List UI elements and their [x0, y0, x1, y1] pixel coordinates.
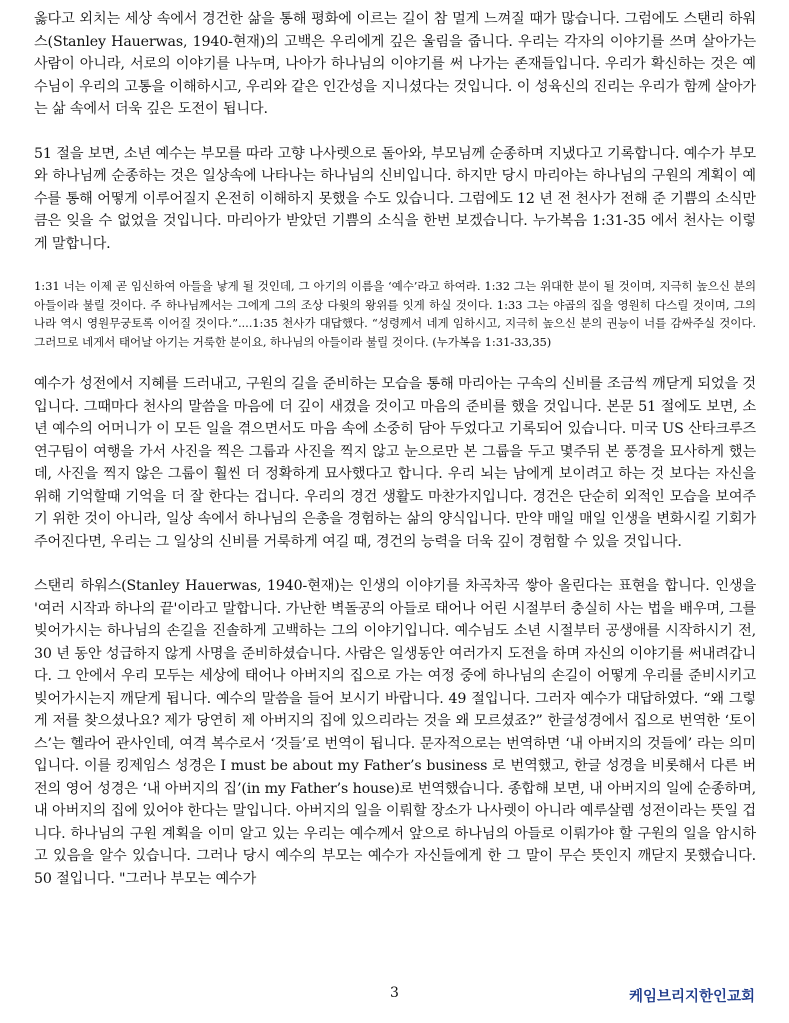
page-body — [34, 8, 756, 912]
church-name: 케임브리지한인교회 — [628, 989, 755, 1005]
paragraph-piety: 예수가 성전에서 지혜를 드러내고, 구원의 길을 준비하는 모습을 통해 마리아는 구속의 신비를 조금씩 깨닫게 되었을 것입니다. 그때마다 천사의 말씀을 마음에 더 깊이 새겼을 것이고 마음의 준비를 했을 것입니다. 본문 51 절에도 보면, 소년 예수의 어머니가 이 모든 일을 겪으면서도 마음 속에 소중히 담아 두었다고 기록되어 있습니다. 미국 US 산타크루즈 연구팀이 여행을 가서 사진을 찍은 그룹과 사진을 찍지 않고 눈으로만 본 그룹을 두고 몇주뒤 본 풍경을 묘사하게 했는데, 사진을 찍지 않은 그룹이 훨씬 더 정확하게 묘사했다고 합니다. 우리 뇌는 남에게 보이려고 하는 것 보다는 자신을 위해 기억할때 기억을 더 잘 한다는 겁니다. 우리의 경건 생활도 마찬가지입니다. 경건은 단순히 외적인 모습을 보여주기 위한 것이 아니라, 일상 속에서 하나님의 은총을 경험하는 삶의 양식입니다. 만약 매일 매일 인생을 변화시킬 기회가 주어진다면, 우리는 그 일상의 신비를 거룩하게 여길 때, 경건의 능력을 더욱 깊이 경험할 수 있을 것입니다. — [34, 376, 756, 550]
paragraph-intro: 옳다고 외치는 세상 속에서 경건한 삶을 통해 평화에 이르는 길이 참 멀게 느껴질 때가 많습니다. 그럼에도 스탠리 하워스(Stanley Hauerwas, 1940-현재)의 고백은 우리에게 깊은 울림을 줍니다. 우리는 각자의 이야기를 쓰며 살아가는 사람이 아니라, 서로의 이야기를 나누며, 나아가 하나님의 이야기를 써 나가는 존재들입니다. 우리가 확신하는 것은 예수님이 우리의 고통을 이해하시고, 우리와 같은 인간성을 지니셨다는 것입니다. 이 성육신의 진리는 우리가 함께 살아가는 삶 속에서 더욱 깊은 도전이 됩니다. — [34, 11, 756, 117]
paragraph-hauerwas: 스탠리 하워스(Stanley Hauerwas, 1940-현재)는 인생의 이야기를 차곡차곡 쌓아 올린다는 표현을 합니다. 인생을 '여러 시작과 하나의 끝'이라고 말합니다. 가난한 벽돌공의 아들로 태어나 어린 시절부터 충실히 사는 법을 배우며, 그를 빚어가시는 하나님의 손길을 진솔하게 고백하는 그의 이야기입니다. 예수님도 소년 시절부터 공생애를 시작하시기 전, 30 년 동안 성급하지 않게 사명을 준비하셨습니다. 사람은 일생동안 여러가지 도전을 하며 자신의 이야기를 써내려갑니다. 그 안에서 우리 모두는 세상에 태어나 아버지의 집으로 가는 여정 중에 하나님의 손길이 어떻게 우리를 준비시키고 빚어가시는지 깨닫게 됩니다. 예수의 말씀을 들어 보시기 바랍니다. 49 절입니다. 그러자 예수가 대답하였다. “왜 그렇게 저를 찾으셨나요? 제가 당연히 제 아버지의 집에 있으리라는 것을 왜 모르셨죠?” 한글성경에서 집으로 번역한 ‘토이스’는 헬라어 관사인데, 여격 복수로서 ‘것들’로 번역이 됩니다. 문자적으로는 번역하면 ‘내 아버지의 것들에’ 라는 의미입니다. 이를 킹제임스 성경은 I must be about my Father’s business 로 번역했고, 한글 성경을 비롯해서 다른 버전의 영어 성경은 ‘내 아버지의 집’(in my Father’s house)로 번역했습니다. 종합해 보면, 내 아버지의 일에 순종하며, 내 아버지의 집에 있어야 한다는 말입니다. 아버지의 일을 이뤄할 장소가 나사렛이 아니라 예루살렘 성전이라는 뜻일 겁니다. 하나님의 구원 계획을 이미 알고 있는 우리는 예수께서 앞으로 하나님의 아들로 이뤄가야 할 구원의 일을 암시하고 있음을 알수 있습니다. 그러나 당시 예수의 부모는 예수가 자신들에게 한 그 말이 무슨 뜻인지 깨닫지 못했습니다. 50 절입니다. "그러나 부모는 예수가 — [34, 578, 756, 887]
paragraph-verse-51: 51 절을 보면, 소년 예수는 부모를 따라 고향 나사렛으로 돌아와, 부모님께 순종하며 지냈다고 기록합니다. 예수가 부모와 하나님께 순종하는 것은 일상속에 나타나는 하나님의 신비입니다. 하지만 당시 마리아는 하나님의 구원의 계획이 예수를 통해 어떻게 이루어질지 온전히 이해하지 못했을 수도 있습니다. 그럼에도 12 년 전 천사가 전해 준 기쁨의 소식만큼은 잊을 수 없었을 것입니다. 마리아가 받았던 기쁨의 소식을 한번 보겠습니다. 누가복음 1:31-35 에서 천사는 이렇게 말합니다. — [34, 145, 756, 252]
page-number: 3 — [390, 985, 399, 1001]
scripture-quote: 1:31 너는 이제 곧 임신하여 아들을 낳게 될 것인데, 그 아기의 이름을 ‘예수’라고 하여라. 1:32 그는 위대한 분이 될 것이며, 지극히 높으신 분의 아들이라 불릴 것이다. 주 하나님께서는 그에게 그의 조상 다윗의 왕위를 잇게 하실 것이다. 1:33 그는 야곱의 집을 영원히 다스릴 것이며, 그의 나라 역시 영원무궁토록 이어질 것이다.”....1:35 천사가 대답했다. “성령께서 네게 임하시고, 지극히 높으신 분의 권능이 너를 감싸주실 것이다. 그러므로 네게서 태어날 아기는 거룩한 분이요, 하나님의 아들이라 불릴 것이다. (누가복음 1:31-33,35) — [34, 279, 756, 349]
